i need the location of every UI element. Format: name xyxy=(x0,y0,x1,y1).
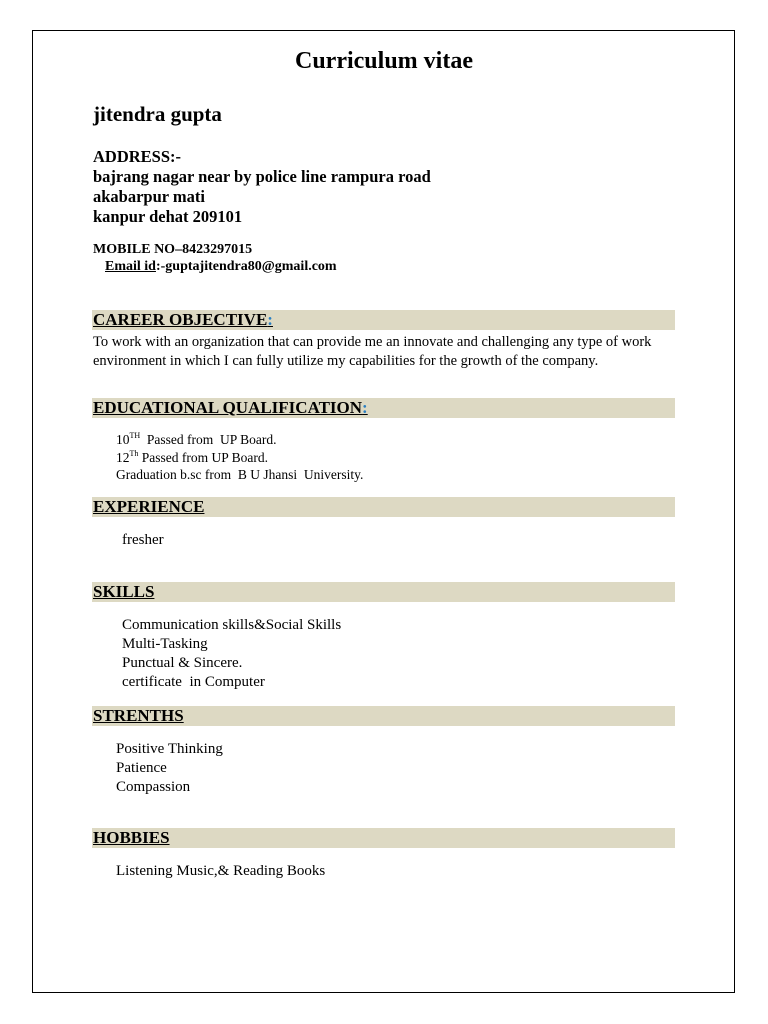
section-heading-career: CAREER OBJECTIVE: xyxy=(93,310,273,329)
education-item: Graduation b.sc from B U Jhansi University. xyxy=(116,467,364,482)
section-heading-experience: EXPERIENCE xyxy=(93,497,205,516)
section-band-career xyxy=(92,310,675,330)
section-heading-strengths: STRENTHS xyxy=(93,706,184,725)
section-band-strengths xyxy=(92,706,675,726)
candidate-name: jitendra gupta xyxy=(93,102,222,126)
email-line xyxy=(105,259,337,275)
skill-item: Punctual & Sincere. xyxy=(122,655,243,671)
strength-item: Positive Thinking xyxy=(116,741,223,757)
section-band-skills xyxy=(92,582,675,602)
experience-item: fresher xyxy=(122,532,164,548)
mobile-number: MOBILE NO–8423297015 xyxy=(93,242,253,257)
address-line-1: bajrang nagar near by police line rampura road xyxy=(93,167,431,186)
section-band-hobbies xyxy=(92,828,675,848)
skill-item: certificate in Computer xyxy=(122,674,265,690)
email-label: Email id xyxy=(105,259,156,274)
education-item: 10TH Passed from UP Board. xyxy=(116,431,277,447)
address-line-2: akabarpur mati xyxy=(93,187,206,206)
section-heading-hobbies: HOBBIES xyxy=(93,828,170,847)
section-heading-skills: SKILLS xyxy=(93,582,155,601)
skill-item: Multi-Tasking xyxy=(122,636,208,652)
email-value: :-guptajitendra80@gmail.com xyxy=(155,259,337,274)
strength-item: Patience xyxy=(116,760,167,776)
skill-item: Communication skills&Social Skills xyxy=(122,617,342,633)
section-heading-education: EDUCATIONAL QUALIFICATION: xyxy=(93,398,368,417)
document-title: Curriculum vitae xyxy=(295,48,473,74)
career-objective-text: To work with an organization that can provide me an innovate and challenging any type of work environment in which I can fully utilize my capabilities for the growth of the company. xyxy=(93,334,652,369)
address-line-3: kanpur dehat 209101 xyxy=(93,207,243,226)
strength-item: Compassion xyxy=(116,779,191,795)
address-label: ADDRESS:- xyxy=(93,147,182,166)
section-band-experience xyxy=(92,497,675,517)
hobby-item: Listening Music,& Reading Books xyxy=(116,863,326,879)
section-band-education xyxy=(92,398,675,418)
education-item: 12Th Passed from UP Board. xyxy=(116,449,269,465)
